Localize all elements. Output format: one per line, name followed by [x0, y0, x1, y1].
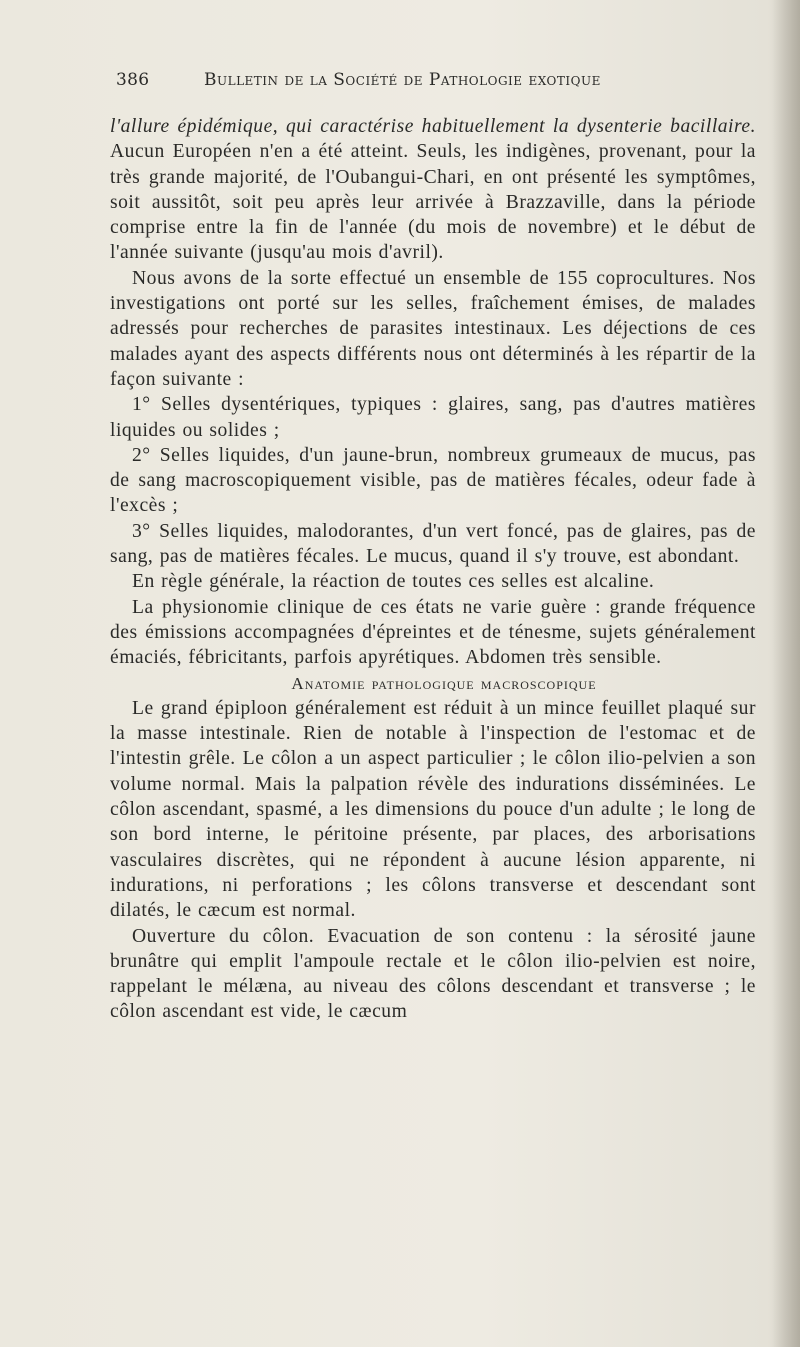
paragraph: Ouverture du côlon. Evacuation de son contenu : la sérosité jaune brunâtre qui emplit l'ampoule rectale et le côlon ilio-pelvien est noire, rappelant le mélæna, au niveau des côlons descendant et transverse ; le côlon ascendant est vide, le cæcum [110, 925, 756, 1023]
paragraph: En règle générale, la réaction de toutes ces selles est alcaline. [132, 571, 655, 593]
list-item: 3° Selles liquides, malodorantes, d'un vert foncé, pas de glaires, pas de sang, pas de matières fécales. Le mucus, quand il s'y trouve, est abondant. [110, 520, 756, 568]
body-text [110, 114, 756, 1025]
italic-phrase: l'allure épidémique, qui caractérise habituellement la dysenterie bacillaire. [110, 116, 756, 137]
list-item: 2° Selles liquides, d'un jaune-brun, nombreux grumeaux de mucus, pas de sang macroscopiquement visible, pas de matières fécales, odeur fade à l'excès ; [110, 444, 756, 517]
page-edge-shadow [772, 0, 800, 1347]
paragraph-text: Aucun Européen n'en a été atteint. Seuls, les indigènes, provenant, pour la très grande majorité, de l'Oubangui-Chari, en ont présenté les symptômes, soit aussitôt, soit peu après leur arrivée à Brazzaville, dans la période comprise entre la fin de l'année (du mois de novembre) et le début de l'année suivante (jusqu'au mois d'avril). [110, 141, 756, 264]
list-item: 1° Selles dysentériques, typiques : glaires, sang, pas d'autres matières liquides ou solides ; [110, 394, 756, 441]
page-number: 386 [116, 70, 150, 90]
paragraph: Le grand épiploon généralement est réduit à un mince feuillet plaqué sur la masse intestinale. Rien de notable à l'inspection de l'estomac et de l'intestin grêle. Le côlon a un aspect particulier ; le côlon ilio-pelvien a son volume normal. Mais la palpation révèle des indurations disséminées. Le côlon ascendant, spasmé, a les dimensions du pouce d'un adulte ; le long de son bord interne, le péritoine présente, par places, des arborisations vasculaires discrètes, qui ne répondent à aucune lésion apparente, ni indurations, ni perforations ; les côlons transverse et descendant sont dilatés, le cæcum est normal. [110, 697, 756, 922]
paragraph: Nous avons de la sorte effectué un ensemble de 155 coprocultures. Nos investigations ont porté sur les selles, fraîchement émises, de malades adressés pour recherches de parasites intestinaux. Les déjections de ces malades ayant des aspects différents nous ont déterminés à les répartir de la façon suivante : [110, 267, 756, 390]
paragraph: La physionomie clinique de ces états ne varie guère : grande fréquence des émissions accompagnées d'épreintes et de ténesme, sujets généralement émaciés, fébricitants, parfois apyrétiques. Abdomen très sensible. [110, 596, 756, 669]
journal-title: Bulletin de la Société de Pathologie exotique [204, 70, 601, 90]
paragraph [110, 114, 756, 266]
section-heading: Anatomie pathologique macroscopique [291, 673, 597, 693]
